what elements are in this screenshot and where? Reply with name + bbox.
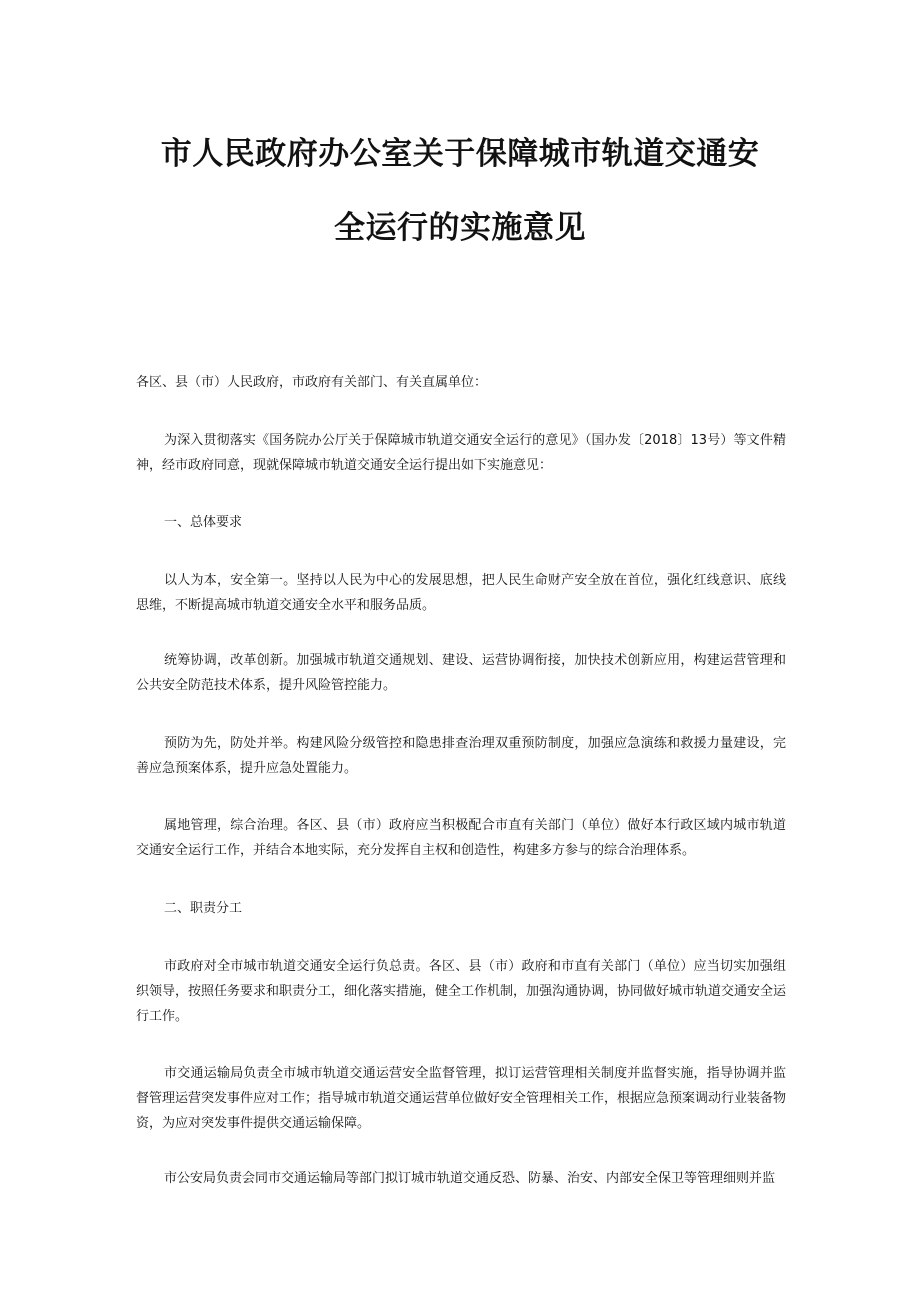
section-heading-responsibilities: 二、职责分工 <box>164 901 243 916</box>
document-title-line-1: 市人民政府办公室关于保障城市轨道交通安 <box>160 136 760 172</box>
section-heading-overall-requirements: 一、总体要求 <box>164 515 243 530</box>
paragraph-coordination: 统筹协调，改革创新。加强城市轨道交通规划、建设、运营协调衔接，加快技术创新应用，构建运营管理和公共安全防范技术体系，提升风险管控能力。 <box>136 653 786 693</box>
paragraph-territorial-management: 属地管理，综合治理。各区、县（市）政府应当积极配合市直有关部门（单位）做好本行政区域内城市轨道交通安全运行工作，并结合本地实际，充分发挥自主权和创造性，构建多方参与的综合治理体系。 <box>136 818 786 858</box>
paragraph-prevention: 预防为先，防处并举。构建风险分级管控和隐患排查治理双重预防制度，加强应急演练和救援力量建设，完善应急预案体系，提升应急处置能力。 <box>136 736 786 776</box>
paragraph-intro: 为深入贯彻落实《国务院办公厅关于保障城市轨道交通安全运行的意见》（国办发〔2018〕13号）等文件精神，经市政府同意，现就保障城市轨道交通安全运行提出如下实施意见： <box>136 433 786 473</box>
paragraph-transport-bureau: 市交通运输局负责全市城市轨道交通运营安全监督管理，拟订运营管理相关制度并监督实施，指导协调并监督管理运营突发事件应对工作；指导城市轨道交通运营单位做好安全管理相关工作，根据应急预案调动行业装备物资，为应对突发事件提供交通运输保障。 <box>136 1066 787 1131</box>
paragraph-people-first: 以人为本，安全第一。坚持以人民为中心的发展思想，把人民生命财产安全放在首位，强化红线意识、底线思维，不断提高城市轨道交通安全水平和服务品质。 <box>136 573 786 613</box>
salutation: 各区、县（市）人民政府，市政府有关部门、有关直属单位： <box>136 375 488 390</box>
paragraph-public-security-bureau: 市公安局负责会同市交通运输局等部门拟订城市轨道交通反恐、防暴、治安、内部安全保卫等管理细则并监 <box>164 1171 776 1186</box>
paragraph-municipal-government: 市政府对全市城市轨道交通安全运行负总责。各区、县（市）政府和市直有关部门（单位）应当切实加强组织领导，按照任务要求和职责分工，细化落实措施，健全工作机制，加强沟通协调，协同做好城市轨道交通安全运行工作。 <box>136 959 787 1024</box>
document-title-line-2: 全运行的实施意见 <box>334 210 586 246</box>
